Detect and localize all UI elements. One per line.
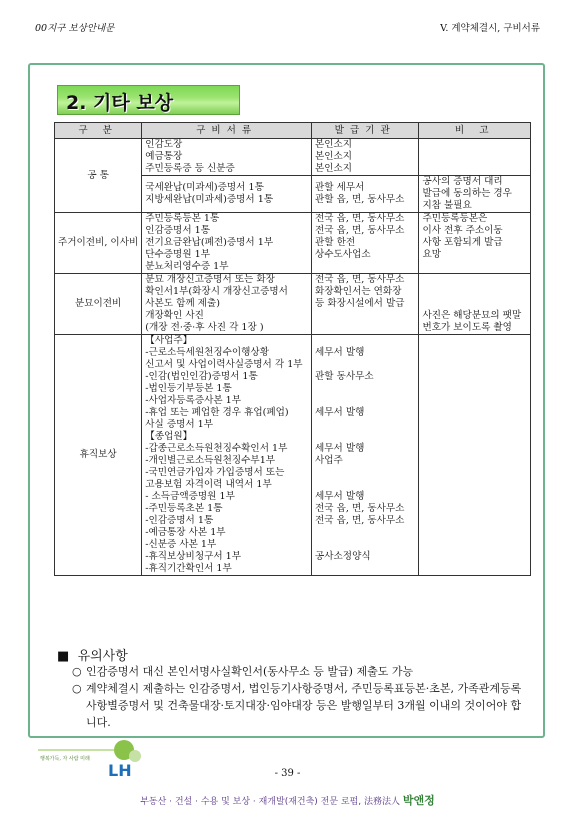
cell-line: 사진은 해당분묘의 팻말	[422, 310, 522, 321]
cell-line: 본인소지	[315, 151, 353, 162]
cell-line: 세무서 발행	[315, 443, 365, 454]
cell-line: 사업주	[315, 455, 343, 466]
table-header-row	[55, 123, 531, 139]
category-cell: 휴직보상	[55, 335, 142, 576]
notes-heading: ■ 유의사항	[57, 649, 128, 664]
col-header-docs: 구비서류	[142, 123, 312, 139]
note-item	[72, 680, 527, 731]
note-cell	[419, 274, 531, 335]
cell-line: 관할 세무서	[315, 182, 365, 193]
issuer-cell	[312, 139, 419, 176]
cell-line: 관할 한전	[315, 237, 356, 248]
note-cell	[419, 139, 531, 176]
col-header-note: 비 고	[419, 123, 531, 139]
section-title: 2. 기타 보상	[66, 92, 174, 114]
circle-bullet-icon: ○	[72, 682, 82, 695]
cell-line: -법인등기부등본 1통	[145, 383, 232, 394]
cell-line: 단수증명원 1부	[145, 249, 211, 260]
cell-line: 확인서1부(화장시 개장신고증명서	[145, 286, 288, 297]
cell-line	[315, 539, 415, 551]
page-header	[35, 20, 540, 34]
note-cell	[419, 213, 531, 274]
cell-line: 개장확인 사진	[145, 310, 204, 321]
cell-line: -사업자등록증사본 1부	[145, 395, 242, 406]
cell-line: 세무서 발행	[315, 407, 365, 418]
docs-cell	[142, 335, 312, 576]
issuer-cell	[312, 335, 419, 576]
cell-line: -인감증명서 1통	[145, 515, 214, 526]
cell-line: 상수도사업소	[315, 249, 371, 260]
cell-line: 주민등록등본은	[422, 213, 488, 224]
cell-line: 분뇨처리영수증 1부	[145, 261, 229, 272]
cell-line: -근로소득세원천징수이행상황	[145, 347, 269, 358]
footer-text: 부동산 · 건설 · 수용 및 보상 · 재개발(재건축) 전문 로펌, 法務法人	[140, 797, 401, 807]
cell-line: 고용보험 자격이력 내역서 1부	[145, 479, 272, 490]
header-right-text: V. 계약체결시, 구비서류	[440, 23, 540, 34]
cell-line: 공사소정양식	[315, 551, 371, 562]
note-cell	[419, 335, 531, 576]
cell-line: 전국 읍, 면, 동사무소	[315, 515, 405, 526]
cell-line: -국민연금가입자 가입증명서 또는	[145, 467, 285, 478]
cell-line: 관할 읍, 면, 동사무소	[315, 194, 405, 205]
col-header-issuer: 발급기관	[312, 123, 419, 139]
cell-line: 본인소지	[315, 139, 353, 150]
cell-line: 신고서 및 사업이력사실증명서 각 1부	[145, 359, 303, 370]
docs-cell	[142, 274, 312, 335]
cell-line: 발급에 동의하는 경우	[422, 188, 512, 199]
cell-line: 전국 읍, 면, 동사무소	[315, 225, 405, 236]
cell-line: -신분증 사본 1부	[145, 539, 217, 550]
cell-line	[315, 335, 415, 347]
table-row	[55, 139, 531, 176]
cell-line: (개장 전·중·후 사진 각 1장 )	[145, 322, 264, 333]
cell-line: 분묘 개장신고증명서 또는 화장	[145, 274, 275, 285]
category-cell: 공 통	[55, 139, 142, 213]
cell-line: 국세완납(미과세)증명서 1통	[145, 182, 264, 193]
cell-line: -휴직보상비청구서 1부	[145, 551, 242, 562]
docs-cell	[142, 139, 312, 176]
circle-bullet-icon: ○	[72, 665, 82, 678]
page-number: - 39 -	[274, 768, 301, 779]
note-text: 인감증명서 대신 본인서명사실확인서(동사무소 등 발급) 제출도 가능	[86, 665, 414, 678]
lh-logo-icon	[38, 738, 148, 788]
cell-line: -갑종근로소득원천징수확인서 1부	[145, 443, 288, 454]
cell-line: 등 화장시설에서 발급	[315, 298, 405, 309]
note-text: 계약체결시 제출하는 인감증명서, 법인등기사항증명서, 주민등록표등본·초본, 가족관계등록사항별증명서 및 건축물대장·토지대장·임야대장 등은 발행일부터 3개월 이내의 것이어야 합니다.	[86, 682, 522, 729]
table-row	[55, 335, 531, 576]
cell-line: 공사의 증명서 대리	[422, 176, 503, 187]
cell-line: 세무서 발행	[315, 347, 365, 358]
category-cell: 분묘이전비	[55, 274, 142, 335]
section-title-bar	[57, 85, 240, 115]
cell-line	[315, 395, 415, 407]
cell-line: 지참 불필요	[422, 200, 472, 211]
cell-line: 인감도장	[145, 139, 183, 150]
cell-line: 지방세완납(미과세)증명서 1통	[145, 194, 274, 205]
cell-line	[315, 467, 415, 479]
cell-line: 관할 동사무소	[315, 371, 374, 382]
cell-line: 번호가 보이도록 촬영	[422, 322, 512, 333]
cell-line: 예금통장	[145, 151, 183, 162]
issuer-cell	[312, 176, 419, 213]
cell-line: 주민등록등본 1통	[145, 213, 220, 224]
docs-cell	[142, 213, 312, 274]
cell-line	[315, 419, 415, 431]
cell-line	[315, 527, 415, 539]
cell-line: 요망	[422, 249, 441, 260]
cell-line: 이사 전후 주소이동	[422, 225, 503, 236]
cell-line	[315, 563, 415, 575]
docs-cell	[142, 176, 312, 213]
cell-line	[315, 359, 415, 371]
cell-line: 인감증명서 1통	[145, 225, 211, 236]
cell-line: 전국 읍, 면, 동사무소	[315, 503, 405, 514]
cell-line: 【종업원】	[145, 431, 193, 442]
table-row	[55, 274, 531, 335]
category-label: 주거이전비, 이사비	[58, 237, 139, 248]
cell-line: -인감(법인인감)증명서 1통	[145, 371, 258, 382]
header-left-text: 00지구 보상안내문	[35, 23, 115, 34]
lh-logo	[38, 738, 148, 788]
cell-line: -예금통장 사본 1부	[145, 527, 226, 538]
cell-line: -휴직기간확인서 1부	[145, 563, 232, 574]
cell-line: -휴업 또는 폐업한 경우 휴업(폐업)	[145, 407, 289, 418]
cell-line: 전국 읍, 면, 동사무소	[315, 274, 405, 285]
notes-title: 유의사항	[77, 649, 128, 664]
note-item	[72, 663, 527, 680]
cell-line	[315, 431, 415, 443]
footer-brand: 박앤정	[402, 794, 435, 807]
logo-text: LH	[108, 761, 132, 780]
footer	[0, 792, 575, 808]
cell-line: 전기요금완납(폐전)증명서 1부	[145, 237, 274, 248]
cell-line	[315, 383, 415, 395]
note-cell	[419, 176, 531, 213]
cell-line: - 소득금액증명원 1부	[145, 491, 235, 502]
cell-line: 【사업주】	[145, 335, 193, 346]
cell-line: 전국 읍, 면, 동사무소	[315, 213, 405, 224]
cell-line: -개인별근로소득원천징수부1부	[145, 455, 276, 466]
cell-line: 화장확인서는 연화장	[315, 286, 402, 297]
cell-line: 사항 포함되게 발급	[422, 237, 503, 248]
category-cell	[55, 213, 142, 274]
notes-list	[72, 663, 527, 731]
table-row	[55, 213, 531, 274]
cell-line: -주민등록초본 1통	[145, 503, 223, 514]
logo-slogan: 행복가득, 자 사람 미래	[40, 756, 90, 762]
documents-table	[54, 122, 531, 576]
cell-line: 본인소지	[315, 163, 353, 174]
cell-line: 세무서 발행	[315, 491, 365, 502]
cell-line	[315, 479, 415, 491]
issuer-cell	[312, 274, 419, 335]
cell-line: 사실 증명서 1부	[145, 419, 214, 430]
issuer-cell	[312, 213, 419, 274]
col-header-category: 구 분	[55, 123, 142, 139]
cell-line: 사본도 함께 제출)	[145, 298, 220, 309]
cell-line: 주민등록증 등 신분증	[145, 163, 235, 174]
